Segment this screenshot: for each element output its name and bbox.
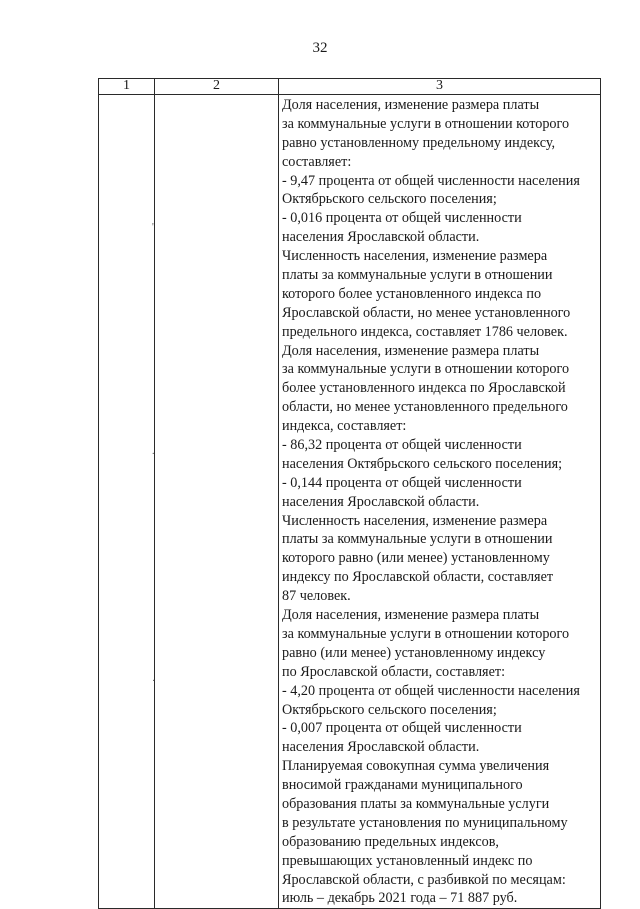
text-line: платы за коммунальные услуги в отношении [282,531,553,548]
text-line: Численность населения, изменение размера [282,512,548,529]
text-line: по Ярославской области, составляет: [282,663,506,680]
text-line: предельного индекса, составляет 1786 человек. [282,323,568,340]
text-line: населения Ярославской области. [282,739,480,756]
table-header-row [99,79,601,95]
column-1-cell [99,95,155,909]
text-line: составляет: [282,153,352,170]
text-line: Доля населения, изменение размера платы [282,97,540,113]
cell-text-block [279,95,600,908]
text-line: - 0,007 процента от общей численности [282,720,522,737]
text-line: образования платы за коммунальные услуги [282,795,550,812]
text-line: населения Ярославской области. [282,493,480,510]
text-line: - 9,47 процента от общей численности населения [282,172,580,189]
column-header-2: 2 [155,79,279,95]
text-line: - 4,20 процента от общей численности населения [282,682,580,699]
text-line: Октябрьского сельского поселения; [282,191,497,208]
table-row [99,95,601,909]
text-line: за коммунальные услуги в отношении которого [282,625,570,642]
text-line: платы за коммунальные услуги в отношении [282,267,553,284]
text-line: - 86,32 процента от общей численности [282,437,522,454]
text-line: вносимой гражданами муниципального [282,777,523,794]
text-line: Доля населения, изменение размера платы [282,607,540,624]
column-mark: · [152,676,156,687]
text-line: индекса, составляет: [282,418,407,435]
column-mark: . [152,446,155,457]
text-line: которого равно (или менее) установленному [282,550,550,567]
text-line: образованию предельных индексов, [282,833,499,850]
text-line: Ярославской области, с разбивкой по месяцам: [282,871,566,888]
text-line: населения Октябрьского сельского поселения; [282,455,563,472]
text-line: Численность населения, изменение размера [282,248,548,265]
text-line: Октябрьского сельского поселения; [282,701,497,718]
text-line: которого более установленного индекса по [282,285,542,302]
text-line: Планируемая совокупная сумма увеличения [282,758,550,775]
column-2-cell [155,95,279,909]
text-line: Ярославской области, но менее установленного [282,304,571,321]
text-line: области, но менее установленного предельного [282,399,568,416]
column-header-3: 3 [279,79,601,95]
text-line: - 0,144 процента от общей численности [282,474,522,491]
text-line: равно установленному предельному индексу, [282,134,556,151]
text-line: индексу по Ярославской области, составляет [282,569,554,586]
column-3-cell [279,95,601,909]
text-line: Доля населения, изменение размера платы [282,342,540,359]
text-line: за коммунальные услуги в отношении которого [282,361,570,378]
column-header-1: 1 [99,79,155,95]
text-line: равно (или менее) установленному индексу [282,644,546,661]
column-mark: ' [152,222,154,233]
text-line: - 0,016 процента от общей численности [282,210,522,227]
text-line: 87 человек. [282,588,351,605]
page-number: 32 [312,40,328,56]
text-line: июль – декабрь 2021 года – 71 887 руб. [282,890,518,907]
text-line: превышающих установленный индекс по [282,852,533,869]
text-line: за коммунальные услуги в отношении которого [282,115,570,132]
document-table [98,78,601,909]
text-line: в результате установления по муниципальному [282,814,568,831]
text-line: населения Ярославской области. [282,229,480,246]
text-line: более установленного индекса по Ярославской [282,380,566,397]
